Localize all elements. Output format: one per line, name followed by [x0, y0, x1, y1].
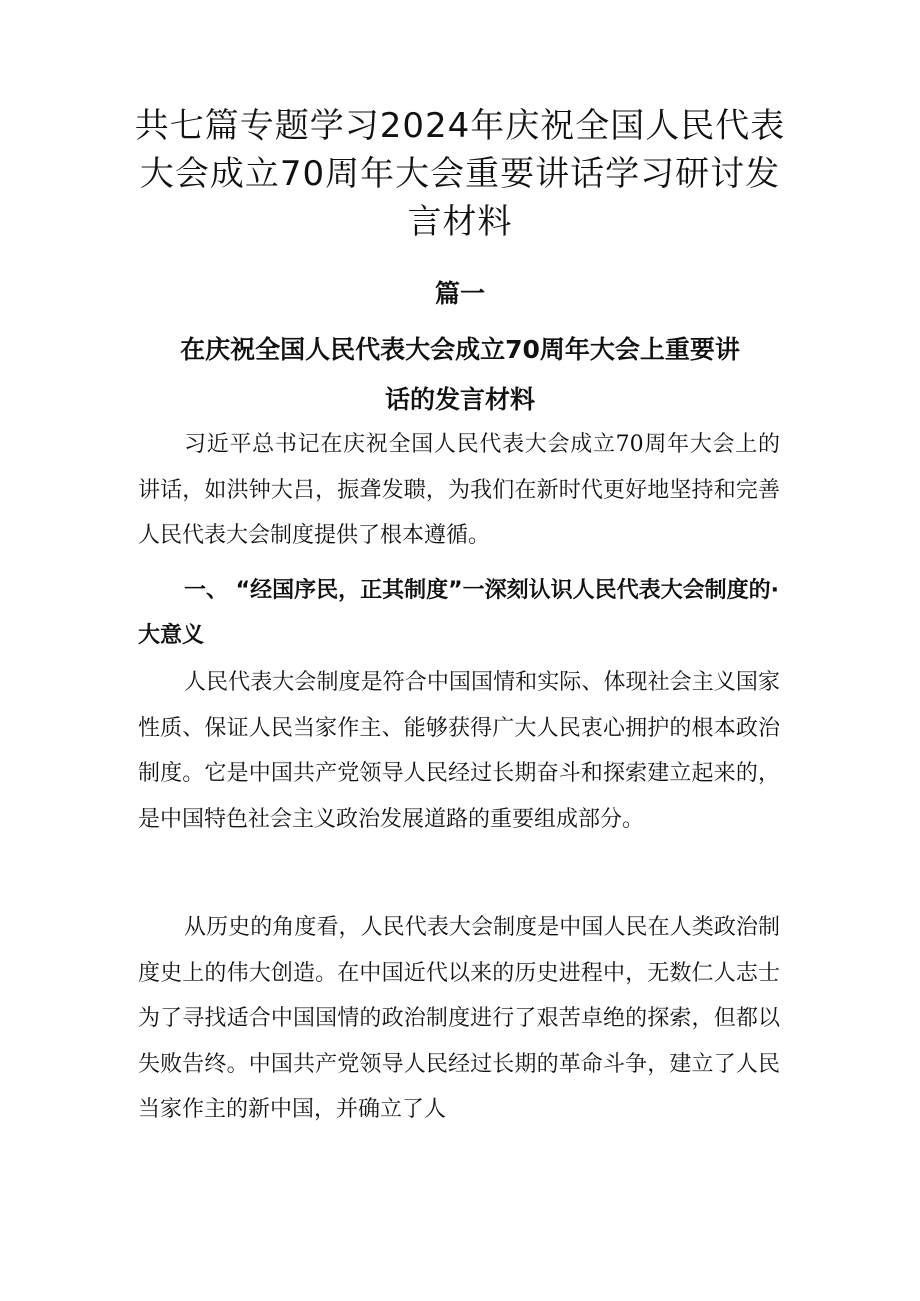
- section-title: 在庆祝全国人民代表大会成立70周年大会上重要讲话的发言材料: [180, 335, 740, 414]
- intro-paragraph: 习近平总书记在庆祝全国人民代表大会成立70周年大会上的讲话，如洪钟大吕，振聋发聩，为我们在新时代更好地坚持和完善人民代表大会制度提供了根本遵循。: [138, 432, 780, 548]
- body-paragraph-1: 人民代表大会制度是符合中国国情和实际、体现社会主义国家性质、保证人民当家作主、能够获得广大人民衷心拥护的根本政治制度。它是中国共产党领导人民经过长期奋斗和探索建立起来的，是中国特色社会主义政治发展道路的重要组成部分。: [138, 670, 780, 832]
- part-label: 篇一: [434, 279, 485, 308]
- document-title: 共七篇专题学习2024年庆祝全国人民代表大会成立70周年大会重要讲话学习研讨发言材料: [134, 106, 786, 242]
- body-paragraph-2: 从历史的角度看，人民代表大会制度是中国人民在人类政治制度史上的伟大创造。在中国近代以来的历史进程中，无数仁人志士为了寻找适合中国国情的政治制度进行了艰苦卓绝的探索，但都以失败告终。中国共产党领导人民经过长期的革命斗争，建立了人民当家作主的新中国，并确立了人: [138, 915, 780, 1122]
- section-heading-one: 一、 “经国序民，正其制度”一深刻认识人民代表大会制度的·大意义: [138, 578, 779, 648]
